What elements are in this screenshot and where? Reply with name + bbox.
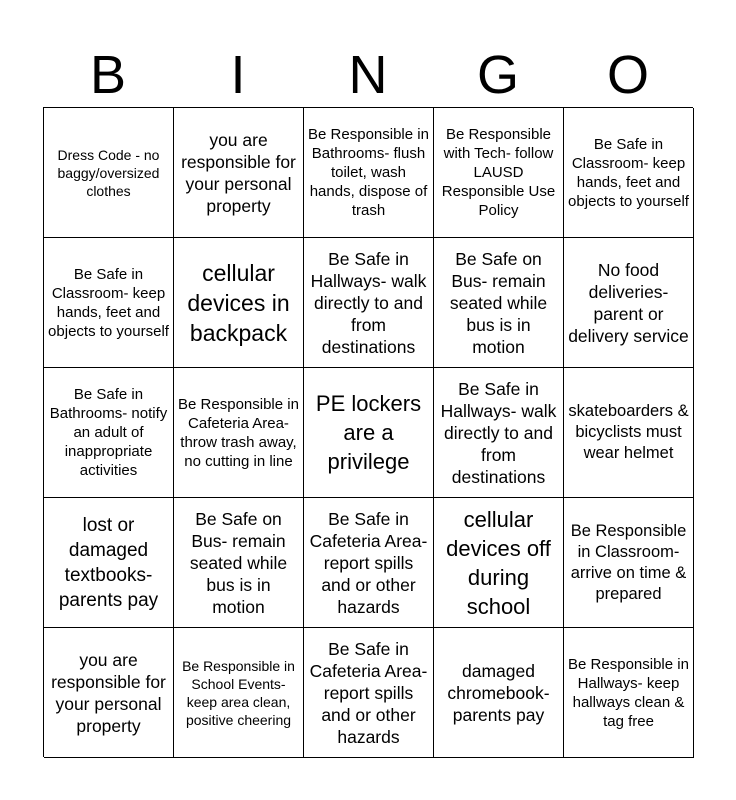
bingo-cell[interactable] [434, 368, 564, 498]
cell-text: skateboarders & bicyclists must wear helmet [568, 402, 689, 462]
cell-text: Be Safe on Bus- remain seated while bus is in motion [449, 248, 548, 357]
cell-text: Be Safe in Hallways- walk directly to and from destinations [310, 248, 427, 357]
cell-text: Be Responsible in Classroom- arrive on time & prepared [570, 521, 687, 603]
cell-text: damaged chromebook- parents pay [447, 660, 550, 725]
bingo-cell[interactable] [564, 238, 694, 368]
bingo-cell[interactable] [304, 628, 434, 758]
bingo-cell[interactable] [44, 628, 174, 758]
bingo-header [43, 42, 693, 108]
cell-text: Be Responsible in Cafeteria Area- throw trash away, no cutting in line [178, 395, 299, 470]
bingo-cell[interactable] [174, 108, 304, 238]
cell-text: Dress Code - no baggy/oversized clothes [57, 146, 160, 199]
bingo-cell[interactable] [44, 498, 174, 628]
bingo-cell[interactable] [434, 498, 564, 628]
cell-text: Be Safe in Bathrooms- notify an adult of inappropriate activities [49, 386, 168, 479]
cell-text: No food deliveries- parent or delivery service [568, 259, 689, 346]
cell-text: Be Responsible in School Events- keep area clean, positive cheering [182, 657, 295, 728]
bingo-cell[interactable] [564, 368, 694, 498]
header-letter-o: O [606, 45, 649, 105]
bingo-cell[interactable] [44, 108, 174, 238]
bingo-cell[interactable] [174, 498, 304, 628]
cell-text: Be Responsible with Tech- follow LAUSD Responsible Use Policy [441, 126, 556, 219]
bingo-cell[interactable] [564, 498, 694, 628]
cell-text: PE lockers are a privilege [315, 391, 422, 474]
cell-text: Be Safe in Classroom- keep hands, feet and objects to yourself [568, 135, 689, 210]
cell-text: Be Safe on Bus- remain seated while bus is in motion [189, 508, 288, 617]
cell-text: cellular devices in backpack [187, 259, 290, 346]
bingo-cell[interactable] [44, 238, 174, 368]
bingo-cell[interactable] [564, 108, 694, 238]
bingo-cell[interactable] [304, 238, 434, 368]
header-letter-i: I [230, 45, 246, 105]
bingo-cell[interactable] [304, 368, 434, 498]
cell-text: Be Safe in Cafeteria Area- report spills and or other hazards [309, 638, 428, 747]
cell-text: cellular devices off during school [446, 506, 551, 619]
bingo-cell[interactable] [174, 238, 304, 368]
cell-text: Be Safe in Hallways- walk directly to and from destinations [440, 378, 557, 487]
bingo-cell[interactable] [564, 628, 694, 758]
cell-text: Be Responsible in Bathrooms- flush toilet, wash hands, dispose of trash [308, 126, 429, 219]
cell-text: you are responsible for your personal property [51, 649, 166, 736]
bingo-cell[interactable] [434, 108, 564, 238]
bingo-cell[interactable] [304, 108, 434, 238]
bingo-cell[interactable] [174, 368, 304, 498]
bingo-cell[interactable] [174, 628, 304, 758]
header-letter-n: N [348, 45, 388, 105]
bingo-cell[interactable] [44, 368, 174, 498]
cell-text: lost or damaged textbooks- parents pay [58, 514, 159, 611]
cell-text: Be Responsible in Hallways- keep hallways clean & tag free [568, 655, 689, 730]
cell-text: Be Safe in Classroom- keep hands, feet and objects to yourself [48, 265, 169, 340]
bingo-cell[interactable] [304, 498, 434, 628]
bingo-cell[interactable] [434, 628, 564, 758]
bingo-cell[interactable] [434, 238, 564, 368]
bingo-card-grid [43, 107, 693, 757]
header-letter-b: B [89, 45, 127, 105]
cell-text: you are responsible for your personal property [181, 129, 296, 216]
header-letter-g: G [476, 45, 519, 105]
cell-text: Be Safe in Cafeteria Area- report spills and or other hazards [309, 508, 428, 617]
